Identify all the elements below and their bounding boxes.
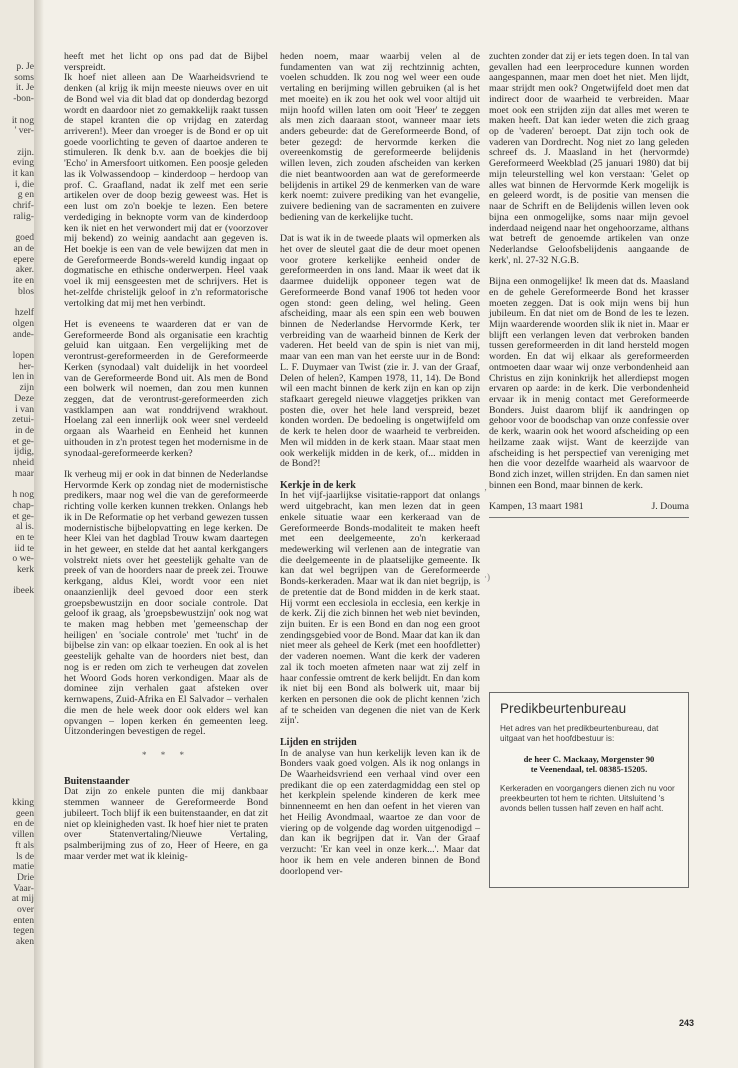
left-page-word-fragment: ' ver- xyxy=(14,125,34,137)
left-page-word-fragment: kerk xyxy=(16,564,34,576)
left-page-word-fragment: chap- xyxy=(12,499,34,511)
left-page-word-fragment: lopen xyxy=(12,349,34,361)
paragraph: Ik hoef niet alleen aan De Waarheidsvriend te denken (al krijg ik mijn meeste nieuws over en uit de Bond wel via dit blad dat op donderdag bezorgd wordt en daardoor niet zo gemakkelijk raakt tussen de stapel kranten die op vrijdag en zaterdag arriveren!). Meer dan vroeger is de Bond er op uit goede voorlichting te geven of daartoe anderen te stimuleren. Ik denk b.v. aan de boekjes die bij 'Echo' in Amersfoort uitkomen. Een poosje geleden las ik Volwassendoop – kinderdoop – herdoop van prof. C. Graafland, nadat ik zelf met een serie artikelen over de doop bezig geweest was. Het is een lust om zo'n boekje te lezen. Een betere verdediging in beknopte vorm van de kinderdoop ken ik niet en het verwondert mij dat er (voorzover mij bekend) zo weinig aandacht aan gegeven is. Het boekje is een van de vele bewijzen dat men in de Gereformeerde Bonds-wereld kundig ingaat op dogmatische en ethische onderwerpen. Heel vaak voel ik mij eensgeesten met de schrijvers. Het is het-zelfde christelijk geloof in z'n reformatorische vertolking dat mij met hen verbindt. xyxy=(64,72,268,309)
left-page-word-fragment: Deze xyxy=(14,392,34,404)
left-page-word-fragment: nheid xyxy=(12,457,34,469)
signature-place-date: Kampen, 13 maart 1981 xyxy=(489,501,584,513)
left-page-word-fragment: zetui- xyxy=(12,414,34,426)
left-page-fragment xyxy=(0,0,36,1068)
box-title: Predikbeurtenbureau xyxy=(500,701,627,716)
section-heading: Buitenstaander xyxy=(64,775,130,787)
page-number: 243 xyxy=(679,1018,695,1028)
left-page-word-fragment: i van xyxy=(15,403,34,415)
left-page-word-fragment: over xyxy=(16,904,34,916)
paragraph: Dat zijn zo enkele punten die mij dankbaar stemmen wanneer de Gereformeerde Bond jubileert. Toch blijf ik een buitenstaander, en dat zit niet op kleinigheden vast. Ik hoef hier niet te praten over Statenvertaling/Nieuwe Vertaling, psalmberijming zus of zo, Heer of Heere, en ga maar verder met wat ik kleinig- xyxy=(64,786,268,862)
left-page-word-fragment: zijn. xyxy=(17,146,34,158)
left-page-word-fragment: epere xyxy=(13,253,34,265)
left-page-word-fragment: len in xyxy=(12,371,34,383)
left-page-word-fragment: in de xyxy=(15,424,34,436)
left-page-word-fragment: tegen xyxy=(13,925,34,937)
left-page-word-fragment: aker. xyxy=(15,264,34,276)
left-page-word-fragment: geen xyxy=(15,807,34,819)
left-page-word-fragment: enten xyxy=(13,914,34,926)
book-gutter xyxy=(34,0,44,1068)
box-paragraph: Kerkeraden en voorgangers dienen zich nu voor preekbeurten tot hem te richten. Uitsluitend 's avonds bellen tussen half zeven en half acht. xyxy=(500,784,675,813)
left-page-word-fragment: al is. xyxy=(15,521,34,533)
left-page-word-fragment xyxy=(0,105,34,116)
paragraph: heden noem, maar waarbij velen al de fundamenten van wat zij rechtzinnig achten, voelen schudden. Ik zou nog wel weer een oude vertaling en berijming willen gebruiken (al is het met moeite) en ik zou het ook wel voor altijd uit mijn hoofd willen laten om ooit 'Heer' te zeggen als men zich daaraan stoot, wanneer maar iets anders gebeurde: dat de Gereformeerde Bond, of beter gezegd: de hervormde kerken die overeenkomstig de gereformeerde belijdenis willen leven, zich zouden afscheiden van kerken die niet beantwoorden aan wat de gereformeerde belijdenis in artikel 29 de kenmerken van de ware kerk noemt: zuivere prediking van het evangelie, zuivere bediening van de sacramenten en zuivere bediening van de kerkelijke tucht. xyxy=(280,51,480,223)
left-page-word-fragment: h nog xyxy=(12,489,34,501)
left-page-word-fragment: blos xyxy=(18,285,34,297)
left-page-word-fragment: her- xyxy=(18,360,34,372)
left-page-word-fragment: en de xyxy=(13,818,34,830)
box-address-line-2: te Veenendaal, tel. 08385-15205. xyxy=(530,764,648,774)
left-page-word-fragment: ijdig, xyxy=(14,446,34,458)
column-3 xyxy=(489,52,689,518)
left-page-word-fragment: ft als xyxy=(15,839,34,851)
margin-mark: ‚ xyxy=(484,482,487,492)
left-page-word-fragment: kking xyxy=(12,797,34,808)
announcement-box xyxy=(489,692,689,888)
left-page-word-fragment: o we- xyxy=(12,553,34,565)
paragraph: Bijna een onmogelijke! Ik meen dat ds. Maasland en de gehele Gereformeerde Bond het krasser moeten zeggen. Dat is ook mijn wens bij hun jubileum. En dat niet om de Bond de les te lezen. Mijn waarderende woorden slik ik niet in. Maar er blijft een verlangen leven dat verbroken banden tussen gereformeerden in dit land hersteld mogen worden. En dat wij elkaar als gereformeerden ontmoeten daar waar wij onze verbondenheid aan Christus en zijn koninkrijk het allerdiepst mogen ervaren op aarde: in de kerk. Die verbondenheid ervaar ik in menig contact met Gereformeerde Bonders. Juist daarom blijf ik aandringen op gehoor voor de boodschap van onze confessie over de kerk, waarin ook het woord afscheiding op een heilzame zaak wijst. Want de keerzijde van afscheiding is het perspectief van vereniging met hen die voor dezelfde waarheid als waarvoor de Bond zich inzet, willen strijden. En dan samen niet binnen een Bond, maar binnen de kerk. xyxy=(489,276,689,491)
left-page-word-fragment: at mij xyxy=(11,893,34,905)
left-page-word-fragment: olgen xyxy=(12,317,34,329)
left-page-word-fragment: aken xyxy=(15,936,34,948)
left-page-text-upper xyxy=(0,62,34,597)
left-page-word-fragment: iid te xyxy=(14,542,34,554)
left-page-word-fragment: goed xyxy=(15,232,34,244)
box-address xyxy=(500,754,678,774)
left-page-word-fragment: ande- xyxy=(12,328,34,340)
signature-line xyxy=(489,502,689,518)
left-page-text-lower xyxy=(0,798,34,948)
left-page-word-fragment: i, die xyxy=(14,178,34,190)
box-address-line-1: de heer C. Mackaay, Morgenster 90 xyxy=(523,754,655,764)
paragraph: In de analyse van hun kerkelijk leven kan ik de Bonders vaak goed volgen. Als ik nog onlangs in De Waarheidsvriend een verhaal vind over een predikant die op een zaterdagmiddag een stel op het kerkplein spelende kinderen de kerk mee binnenneemt en hen dan oefent in het vieren van het Heilig Avondmaal, waartoe ze dan voor de viering op de volgende dag worden uitgenodigd – dan kan ik begrijpen dat ir. Van der Graaf verzucht: 'Er kan veel in onze kerk...'. Maar dat hoor ik hem en vele anderen binnen de Bond doorlopend ver- xyxy=(280,747,480,877)
paragraph: zuchten zonder dat zij er iets tegen doen. In tal van gevallen had een leerprocedure kunnen worden aangespannen, maar men doet het niet. Men lijdt, maar strijdt men ook? Ongetwijfeld doet men dat indirect door de waarheid te verbreiden. Maar moet ook een strijden zijn dat alles met weren te maken heeft. Dat kan ieder weten die zich graag op de 'vaderen' beroept. Dat zijn toch ook de vaderen van Dordrecht. Nog niet zo lang geleden schreef ds. J. Maasland in het (hervormde) Gereformeerd Weekblad (25 januari 1980) dat bij mijn teleurstelling wel kon verstaan: 'Gelet op alles wat binnen de Hervormde Kerk mogelijk is en geleerd wordt, is de positie van mensen die naar de Schrift en de Belijdenis willen leven ook bijna een onmogelijke, soms naar mijn gevoel inderdaad neigend naar het ongehoorzame, althans wat betreft de genoemde artikelen van onze Nederlandse Geloofsbelijdenis aangaande de kerk', nl. 27-32 N.G.B. xyxy=(489,51,689,266)
left-page-word-fragment: matie xyxy=(12,861,34,873)
margin-mark: ·) xyxy=(484,572,490,582)
left-page-word-fragment: it nog xyxy=(11,114,34,126)
left-page-word-fragment: Drie xyxy=(16,871,34,883)
left-page-word-fragment: ibeek xyxy=(13,585,34,597)
column-1 xyxy=(64,52,268,873)
left-page-word-fragment: chrif- xyxy=(12,200,34,212)
left-page-word-fragment: ralig- xyxy=(13,210,34,222)
left-page-word-fragment: it. Je xyxy=(15,82,34,94)
left-page-word-fragment: Vaar- xyxy=(13,882,34,894)
left-page-word-fragment: eving xyxy=(12,157,34,169)
left-page-word-fragment: -bon- xyxy=(13,93,34,105)
left-page-word-fragment: maar xyxy=(14,467,34,479)
paragraph: Het is eveneens te waarderen dat er van de Gereformeerde Bond als organisatie een krachtig geluid kan uitgaan. Een vergelijking met de verontrust-gereformeerden in de Gereformeerde Kerken (synodaal) valt duidelijk in het voordeel van de Gereformeerde Bond uit. Als men de Bond een bolwerk wil noemen, dan zou men kunnen zeggen, dat de verontrust-gereformeerden zich vastklampen aan wat ronddrijvend wrakhout. Hoelang zal een innerlijk ook weer snel verdeeld orgaan als Waarheid en Eenheid het kunnen uithouden in z'n protest tegen het modernisme in de synodaal-gereformeerde kerken? xyxy=(64,318,268,459)
paragraph: heeft met het licht op ons pad dat de Bijbel verspreidt. xyxy=(64,51,268,73)
paragraph: In het vijf-jaarlijkse visitatie-rapport dat onlangs werd uitgebracht, kan men lezen dat in geen enkele situatie waar een kerkeraad van de Gereformeerde Bonds-modaliteit te maken heeft met een deelgemeente, zo'n kerkeraad medewerking wil verlenen aan de integratie van die deelgemeente in de plaatselijke gemeente. Ik kan dat wel begrijpen van de Gereformeerde Bonds-kerkeraden. Maar wat ik dan niet begrijp, is de pretentie dat de Bond midden in de kerk staat. Hij vormt een ecclesiola in ecclesia, een kerkje in de kerk. Zij die zich binnen het web niet bevinden, zijn buiten. Er is een Bond en dan nog een groot zendingsgebied voor de Bond. Maar dat kan ik dan niet meer als geheel de Kerk (met een hoofdletter) der vaderen noemen. Want die kerk der vaderen zal ik toch moeten afmeten naar wat zij zelf in haar confessie omtrent de kerk belijdt. En dan kom ik niet bij een Bond als bolwerk uit, maar bij kerken en personen die ook de plicht kennen 'zich af te scheiden van degenen die niet van de Kerk zijn'. xyxy=(280,490,480,727)
signature-author: J. Douma xyxy=(651,501,689,513)
left-page-word-fragment: hzelf xyxy=(14,307,34,319)
paragraph: Ik verheug mij er ook in dat binnen de Nederlandse Hervormde Kerk op zondag niet de modernistische predikers, maar nog wel die van de gereformeerde richting volle kerken kunnen trekken. Onlangs heb ik in De Reformatie op het verband gewezen tussen modernistische bijbelopvatting en lege kerken. De heer Klei van het dagblad Trouw kwam daartegen in het geweer, en stelde dat het aantal kerkgangers volstrekt niets over het geestelijk gehalte van de preek of van de hoorders naar de preek zei. Trouwe kerkgang, aldus Klei, wordt voor een niet onaanzienlijk deel gevoed door een sterk groepsbewustzijn en door sociale controle. Dat geloof ik graag, als 'groepsbewustzijn' ook nog wat te maken mag hebben met 'gemeenschap der heiligen' en 'sociale controle' met 'tucht' in de bijbelse zin van: op elkaar toezien. En ook al is het geestelijk gehalte van de hoorders niet best, dan nog is er reden om zich te verheugen dat zovelen het Woord Gods horen verkondigen. Maar als de dominee zijn verhalen gaat afsteken over kernwapens, Zuid-Afrika en El Salvador – verhalen die men de hele week door ook elders wel kan opvangen – lopen kerken én gemeenten leeg. Uitzonderingen bevestigen de regel. xyxy=(64,468,268,738)
paragraph: Dat is wat ik in de tweede plaats wil opmerken als het over de sleutel gaat die de deur moet openen voor grotere kerkelijke eenheid onder de gereformeerden in ons land. Maar ik weet dat ik daarmee duidelijk opponeer tegen wat de Gereformeerde Bond vanaf 1906 tot heden voor ogen stond: geen deling, wel heling. Geen afscheiding, maar als een spin een web bouwen binnen de Nederlandse Hervormde Kerk, ter verbreiding van de waarheid binnen de Kerk der vaderen. Het beeld van de spin is niet van mij, maar van een man van het eerste uur in de Bond: L. F. Duymaer van Twist (zie ir. J. van der Graaf, Delen of helen?, Kampen 1978, 11, 14). De Bond wil een macht binnen de kerk zijn en kan op zijn stafkaart geregeld nieuwe vlaggetjes prikken van posten die, over het hele land verspreid, bezet konden worden. De bedoeling is ongetwijfeld om de kerk te helen door de waarheid te verbreiden. Men wil midden in de kerk staan. Maar staat men ook werkelijk midden in de kerk, of... midden in de Bond?! xyxy=(280,233,480,470)
left-page-word-fragment: et ge- xyxy=(12,435,34,447)
left-page-word-fragment: villen xyxy=(12,829,34,841)
left-page-word-fragment: et ge- xyxy=(12,510,34,522)
section-heading: Lijden en strijden xyxy=(280,736,357,748)
left-page-word-fragment: en te xyxy=(15,531,34,543)
left-page-word-fragment: zijn xyxy=(19,382,34,394)
left-page-word-fragment: ite en xyxy=(12,275,34,287)
left-page-word-fragment: ls de xyxy=(16,850,34,862)
left-page-word-fragment: an de xyxy=(13,242,34,254)
section-separator: * * * xyxy=(142,749,190,760)
section-heading: Kerkje in de kerk xyxy=(280,479,356,491)
left-page-word-fragment: g en xyxy=(17,189,34,201)
left-page-word-fragment: it kan xyxy=(12,168,34,180)
left-page-word-fragment: soms xyxy=(14,71,34,83)
column-2 xyxy=(280,52,480,888)
left-page-word-fragment: p. Je xyxy=(16,61,34,72)
box-paragraph: Het adres van het predikbeurtenbureau, dat uitgaat van het hoofdbestuur is: xyxy=(500,724,659,743)
